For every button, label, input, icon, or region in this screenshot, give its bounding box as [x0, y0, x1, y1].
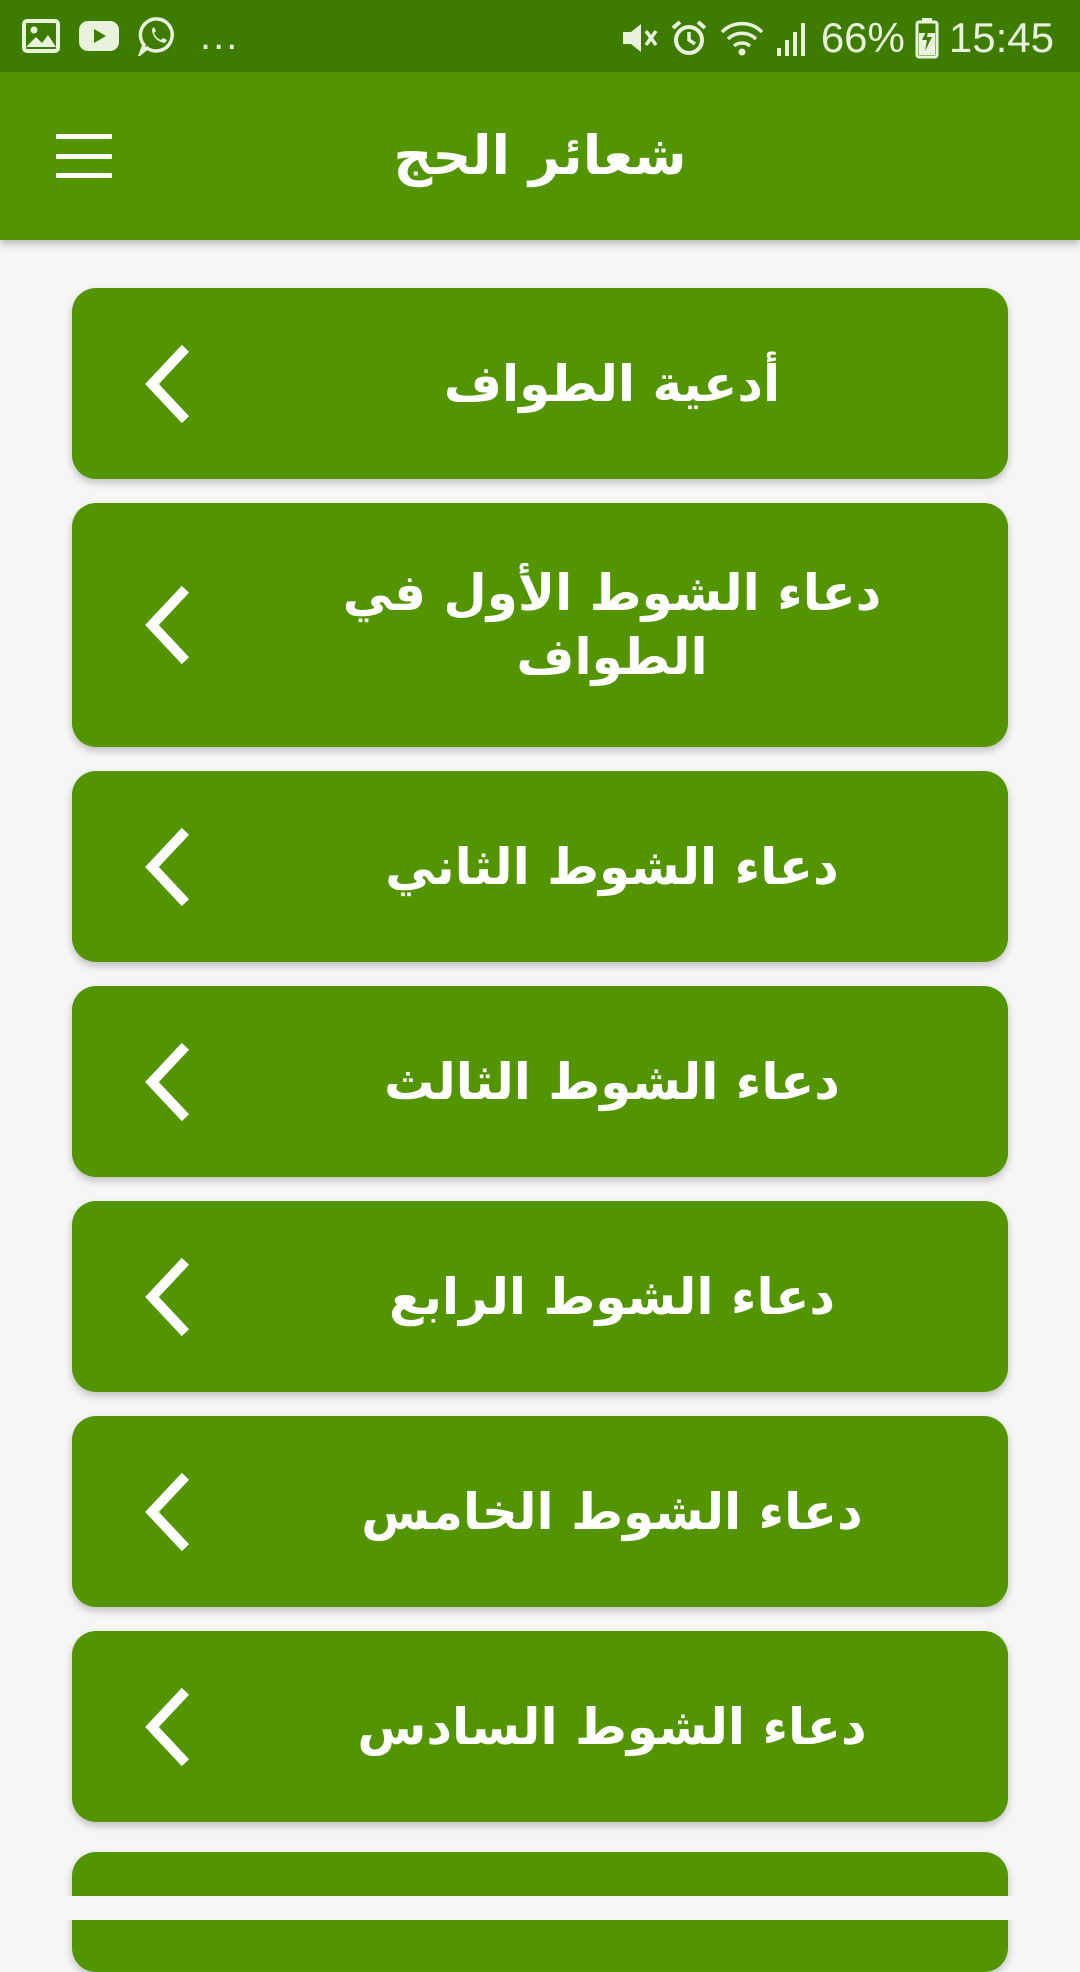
list-item-fourth-circuit[interactable]: [72, 1201, 1008, 1392]
list-item-sixth-circuit[interactable]: [72, 1631, 1008, 1822]
page-title: شعائر الحج: [393, 124, 687, 187]
wifi-icon: [719, 18, 765, 58]
list-item-fifth-circuit[interactable]: [72, 1416, 1008, 1607]
battery-percent: 66%: [820, 14, 905, 61]
list-item-tawaf-supplications[interactable]: [72, 288, 1008, 479]
gallery-icon: [22, 19, 60, 53]
menu-line: [56, 173, 112, 178]
app-bar: [0, 72, 1080, 240]
battery-charging-icon: [915, 17, 939, 59]
signal-icon: [775, 18, 811, 58]
hamburger-menu-icon[interactable]: [44, 124, 124, 188]
chevron-left-icon: [138, 585, 198, 665]
alarm-icon: [669, 18, 709, 58]
more-notifications-indicator: ...: [200, 14, 240, 58]
list-item-first-circuit[interactable]: [72, 503, 1008, 747]
chevron-left-icon: [138, 1042, 198, 1122]
list-item-label: دعاء الشوط الأول في الطواف: [342, 564, 882, 686]
list-item-third-circuit[interactable]: [72, 986, 1008, 1177]
chevron-left-icon: [138, 1687, 198, 1767]
status-bar-notifications: [22, 16, 239, 56]
list-item-label: أدعية الطواف: [443, 354, 781, 413]
list-item-label: دعاء الشوط الخامس: [361, 1482, 863, 1541]
screen-bottom-edge: [0, 1896, 1080, 1920]
status-bar: [0, 0, 1080, 72]
menu-line: [56, 134, 112, 139]
clock: 15:45: [948, 14, 1054, 61]
whatsapp-icon: [138, 16, 178, 56]
chevron-left-icon: [138, 344, 198, 424]
supplication-list: [72, 288, 1008, 1846]
list-item-label: دعاء الشوط الثاني: [385, 837, 839, 896]
chevron-left-icon: [138, 827, 198, 907]
list-item-label: دعاء الشوط الثالث: [384, 1052, 840, 1111]
youtube-icon: [78, 20, 120, 52]
chevron-left-icon: [138, 1257, 198, 1337]
status-bar-system: [619, 14, 1054, 62]
list-item-label: دعاء الشوط السادس: [357, 1697, 867, 1756]
mute-icon: [619, 18, 659, 58]
list-item-label: دعاء الشوط الرابع: [388, 1267, 836, 1326]
chevron-left-icon: [138, 1472, 198, 1552]
list-item-second-circuit[interactable]: [72, 771, 1008, 962]
menu-line: [56, 154, 112, 159]
